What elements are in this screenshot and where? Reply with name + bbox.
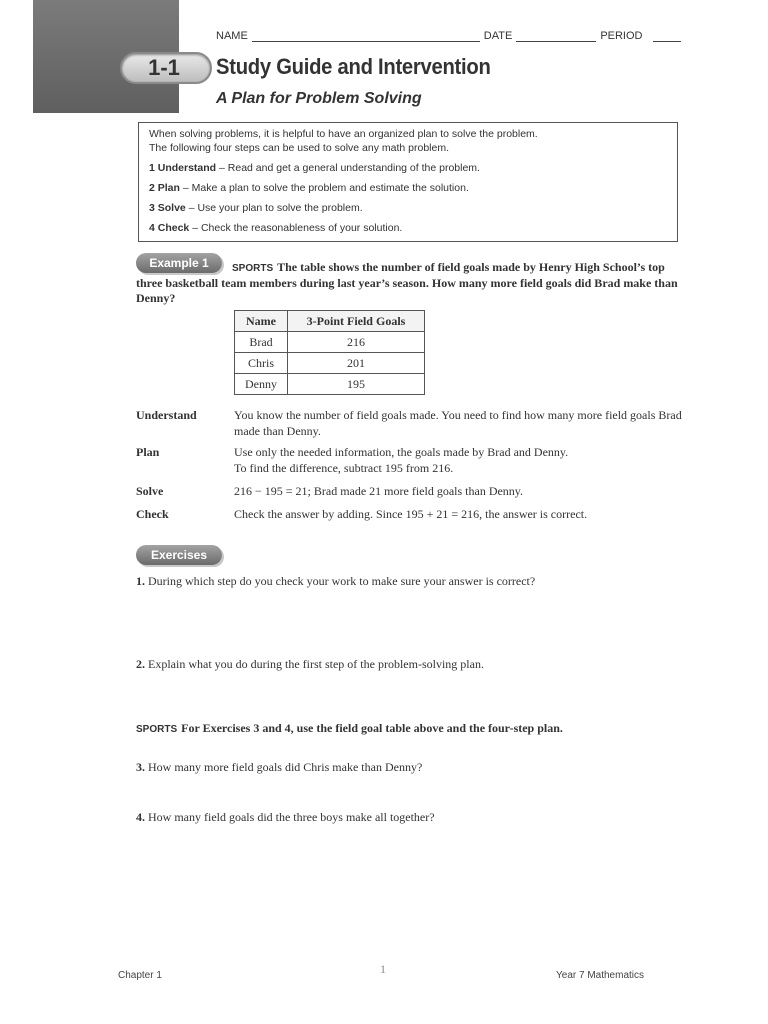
exercise-2 (136, 656, 676, 672)
step-text: – Check the reasonableness of your solution. (189, 222, 403, 234)
solution-text: You know the number of field goals made. You need to find how many more field goals Brad made than Denny. (234, 408, 682, 438)
exercise-3 (136, 759, 676, 775)
page-subtitle: A Plan for Problem Solving (216, 90, 422, 107)
student-info-line (216, 30, 685, 42)
problem-text: The table shows the number of field goals made by Henry High School’s top three basketball team members during last year’s season. How many more field goals did Brad make than Denny? (136, 260, 678, 305)
exercise-number: 1. (136, 574, 145, 588)
intro-line-1: When solving problems, it is helpful to have an organized plan to solve the problem. (149, 128, 538, 140)
exercise-text: How many field goals did the three boys make all together? (148, 810, 435, 824)
name-label: NAME (216, 30, 248, 42)
step-solve (149, 201, 667, 215)
exercise-text: Explain what you do during the first step of the problem-solving plan. (148, 657, 484, 671)
page-title: Study Guide and Intervention (216, 54, 491, 79)
step-plan (149, 181, 667, 195)
table-row (235, 353, 425, 374)
intro-box (138, 122, 678, 242)
step-label: 3 Solve (149, 202, 186, 214)
exercise-4 (136, 809, 676, 825)
sports-label: SPORTS (232, 263, 274, 274)
solution-text: 216 − 195 = 21; Brad made 21 more field goals than Denny. (234, 484, 524, 498)
solution-label: Check (136, 507, 169, 521)
field-goals-table (234, 310, 425, 395)
exercise-1 (136, 573, 596, 589)
exercise-number: 3. (136, 760, 145, 774)
lesson-number-badge: 1-1 (120, 52, 212, 84)
solution-text: To find the difference, subtract 195 from 216. (234, 461, 454, 475)
solution-label: Understand (136, 408, 197, 422)
solution-text: Check the answer by adding. Since 195 + 21 = 216, the answer is correct. (234, 507, 588, 521)
step-label: 1 Understand (149, 162, 217, 174)
table-header-row (235, 311, 425, 332)
table-cell: 201 (288, 353, 425, 374)
table-row (235, 374, 425, 395)
sports-instruction (136, 721, 656, 737)
period-blank[interactable] (653, 31, 681, 42)
step-check (149, 221, 667, 235)
step-text: – Make a plan to solve the problem and estimate the solution. (179, 182, 469, 194)
table-cell: 216 (288, 332, 425, 353)
exercise-text: During which step do you check your work to make sure your answer is correct? (148, 574, 536, 588)
sports-label: SPORTS (136, 724, 178, 735)
table-cell: 195 (288, 374, 425, 395)
step-text: – Use your plan to solve the problem. (185, 202, 363, 214)
exercises-tag: Exercises (136, 545, 222, 565)
step-text: – Read and get a general understanding of the problem. (216, 162, 480, 174)
date-label: DATE (483, 30, 513, 42)
example-tag: Example 1 (136, 253, 222, 273)
table-header: Name (235, 311, 288, 332)
exercise-text: How many more field goals did Chris make than Denny? (148, 760, 423, 774)
period-label: PERIOD (600, 30, 643, 42)
example-problem (136, 260, 686, 306)
solution-label: Solve (136, 484, 164, 498)
step-understand (149, 161, 667, 175)
exercise-number: 2. (136, 657, 145, 671)
table-row (235, 332, 425, 353)
table-header: 3-Point Field Goals (288, 311, 425, 332)
sports-instruction-text: For Exercises 3 and 4, use the field goal table above and the four-step plan. (181, 721, 563, 735)
exercise-number: 4. (136, 810, 145, 824)
intro-line-2: The following four steps can be used to solve any math problem. (149, 142, 449, 154)
table-cell: Brad (235, 332, 288, 353)
footer-chapter: Chapter 1 (118, 970, 162, 981)
name-blank[interactable] (252, 31, 480, 42)
table-cell: Chris (235, 353, 288, 374)
solution-label: Plan (136, 445, 160, 459)
step-label: 4 Check (149, 222, 190, 234)
footer-page-number: 1 (380, 962, 386, 976)
step-label: 2 Plan (149, 182, 180, 194)
footer-course: Year 7 Mathematics (556, 970, 645, 981)
table-cell: Denny (235, 374, 288, 395)
date-blank[interactable] (516, 31, 596, 42)
solution-text: Use only the needed information, the goals made by Brad and Denny. (234, 445, 569, 459)
